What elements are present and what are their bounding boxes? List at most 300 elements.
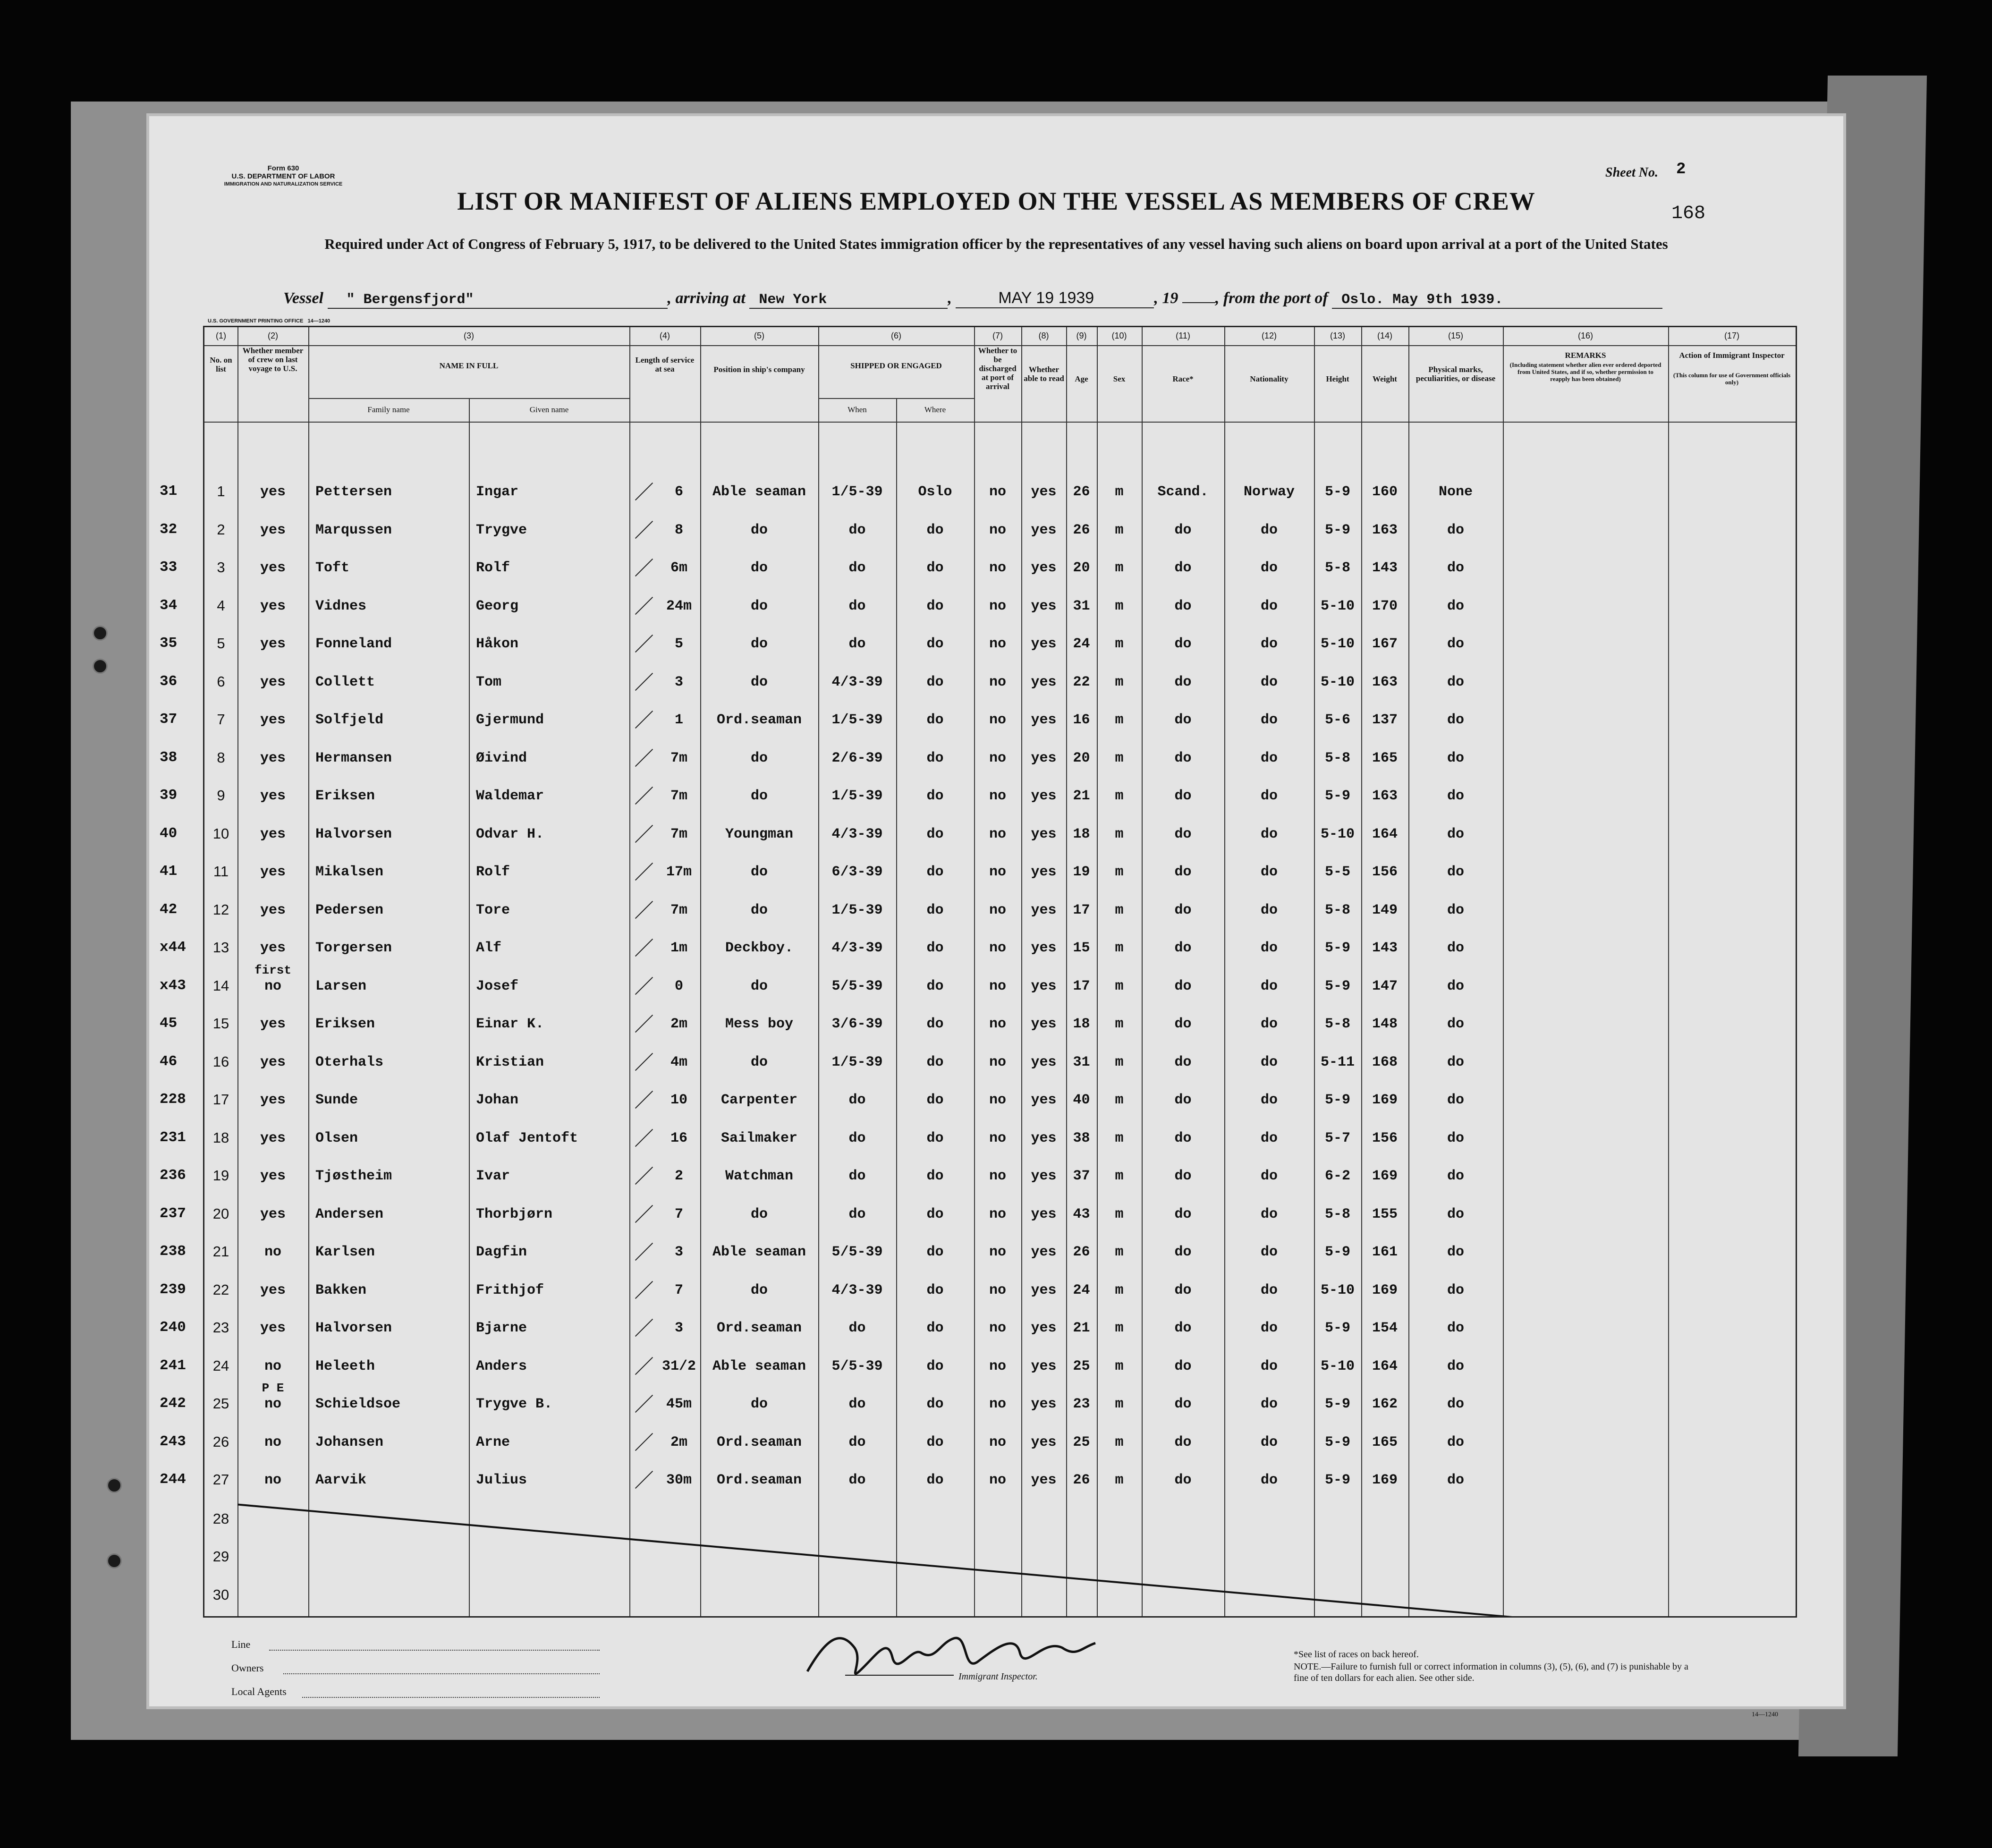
able-to-read-cell: yes xyxy=(1031,1434,1057,1450)
height-cell: 5-8 xyxy=(1324,750,1350,766)
weight-cell: 154 xyxy=(1372,1320,1398,1336)
height-cell: 5-8 xyxy=(1324,902,1350,918)
age-cell: 22 xyxy=(1073,674,1090,690)
line-number: 8 xyxy=(217,749,225,766)
age-cell: 26 xyxy=(1073,1244,1090,1260)
service-length-cell: 7m xyxy=(670,750,687,766)
race-cell: do xyxy=(1174,864,1192,880)
nationality-cell: do xyxy=(1260,788,1278,804)
weight-cell: 137 xyxy=(1372,712,1398,728)
sex-cell: m xyxy=(1115,598,1124,614)
prior-voyage-cell: yes xyxy=(260,636,286,652)
sex-cell: m xyxy=(1115,826,1124,842)
departure-port: Oslo. May 9th 1939. xyxy=(1341,292,1503,308)
manifest-subtitle: Required under Act of Congress of February 5, 1917, to be delivered to the United States immigration officer by the representatives of any vessel having such aliens on board upon arrival at a port of the United States xyxy=(324,236,1668,252)
discharged-cell: no xyxy=(989,598,1006,614)
position-cell: Mess boy xyxy=(725,1016,794,1032)
shipped-where-cell: do xyxy=(926,750,944,766)
vessel-label: Vessel xyxy=(283,289,323,307)
col-header-sex: Sex xyxy=(1113,374,1126,383)
physical-marks-cell: do xyxy=(1447,674,1464,690)
sex-cell: m xyxy=(1115,1358,1124,1374)
height-cell: 5-8 xyxy=(1324,1206,1350,1222)
margin-number: 37 xyxy=(160,711,178,728)
discharged-cell: no xyxy=(989,978,1006,994)
given-name-cell: Odvar H. xyxy=(476,826,544,842)
weight-cell: 147 xyxy=(1372,978,1398,994)
shipped-when-cell: do xyxy=(848,1320,866,1336)
given-name-cell: Anders xyxy=(476,1358,527,1374)
column-number: (12) xyxy=(1261,331,1277,340)
given-name-cell: Julius xyxy=(476,1472,527,1488)
margin-number: 33 xyxy=(160,559,178,576)
discharged-cell: no xyxy=(989,826,1006,842)
shipped-when-cell: do xyxy=(848,560,866,576)
manifest-sheet xyxy=(146,113,1846,1718)
col-header-family-name: Family name xyxy=(367,405,410,414)
given-name-cell: Rolf xyxy=(476,864,510,880)
service-length-cell: 7 xyxy=(674,1206,683,1222)
margin-number: 240 xyxy=(160,1319,186,1336)
sex-cell: m xyxy=(1115,1396,1124,1412)
position-cell: Deckboy. xyxy=(725,940,794,956)
prior-voyage-cell: yes xyxy=(260,750,286,766)
service-length-cell: 17m xyxy=(666,864,692,880)
margin-number: x44 xyxy=(160,939,186,956)
penalty-note: NOTE.—Failure to furnish full or correct information in columns (3), (5), (6), and (7) is punishable by a fine of ten dollars for each alien. See other side. xyxy=(1294,1662,1688,1683)
prior-voyage-cell: yes xyxy=(260,1168,286,1184)
race-cell: do xyxy=(1174,1396,1192,1412)
shipped-where-cell: do xyxy=(926,788,944,804)
shipped-where-cell: do xyxy=(926,978,944,994)
discharged-cell: no xyxy=(989,902,1006,918)
inspector-label: Immigrant Inspector. xyxy=(958,1671,1038,1682)
family-name-cell: Aarvik xyxy=(315,1472,367,1488)
discharged-cell: no xyxy=(989,1320,1006,1336)
weight-cell: 161 xyxy=(1372,1244,1398,1260)
line-number: 26 xyxy=(212,1433,229,1450)
family-name-cell: Fonneland xyxy=(315,636,392,652)
family-name-cell: Eriksen xyxy=(315,788,375,804)
able-to-read-cell: yes xyxy=(1031,1320,1057,1336)
height-cell: 5-10 xyxy=(1320,1282,1355,1298)
age-cell: 18 xyxy=(1073,1016,1090,1032)
column-number: (9) xyxy=(1076,331,1087,340)
shipped-where-cell: do xyxy=(926,1168,944,1184)
shipped-when-cell: do xyxy=(848,598,866,614)
weight-cell: 156 xyxy=(1372,864,1398,880)
family-name-cell: Karlsen xyxy=(315,1244,375,1260)
physical-marks-cell: do xyxy=(1447,1358,1464,1374)
weight-cell: 169 xyxy=(1372,1472,1398,1488)
race-cell: do xyxy=(1174,902,1192,918)
height-cell: 5-9 xyxy=(1324,1396,1350,1412)
year-label: 19 xyxy=(1162,289,1178,307)
given-name-cell: Thorbjørn xyxy=(476,1206,553,1222)
discharged-cell: no xyxy=(989,484,1006,500)
family-name-cell: Olsen xyxy=(315,1130,358,1146)
nationality-cell: do xyxy=(1260,636,1278,652)
discharged-cell: no xyxy=(989,864,1006,880)
race-cell: do xyxy=(1174,1244,1192,1260)
col-header-name: NAME IN FULL xyxy=(439,361,499,370)
sex-cell: m xyxy=(1115,1320,1124,1336)
height-cell: 6-2 xyxy=(1324,1168,1350,1184)
discharged-cell: no xyxy=(989,1244,1006,1260)
prior-voyage-cell: no xyxy=(264,1358,281,1374)
line-number: 6 xyxy=(217,673,225,690)
service-length-cell: 1m xyxy=(670,940,687,956)
prior-voyage-note: first xyxy=(254,963,291,977)
service-length-cell: 2m xyxy=(670,1434,687,1450)
footer-owners-blank xyxy=(283,1673,600,1674)
height-cell: 5-9 xyxy=(1324,1434,1350,1450)
column-number: (4) xyxy=(660,331,670,340)
department-name: U.S. DEPARTMENT OF LABOR xyxy=(231,172,335,180)
shipped-where-cell: do xyxy=(926,1054,944,1070)
nationality-cell: do xyxy=(1260,1282,1278,1298)
shipped-when-cell: do xyxy=(848,522,866,538)
prior-voyage-cell: yes xyxy=(260,864,286,880)
weight-cell: 168 xyxy=(1372,1054,1398,1070)
physical-marks-cell: do xyxy=(1447,560,1464,576)
margin-number: 237 xyxy=(160,1205,186,1222)
height-cell: 5-9 xyxy=(1324,1092,1350,1108)
col-header-given-name: Given name xyxy=(529,405,569,414)
discharged-cell: no xyxy=(989,1016,1006,1032)
given-name-cell: Josef xyxy=(476,978,519,994)
discharged-cell: no xyxy=(989,1472,1006,1488)
shipped-when-cell: do xyxy=(848,1472,866,1488)
line-number: 4 xyxy=(217,597,225,614)
line-number: 11 xyxy=(213,863,229,880)
nationality-cell: do xyxy=(1260,598,1278,614)
shipped-when-cell: 4/3-39 xyxy=(831,1282,883,1298)
physical-marks-cell: do xyxy=(1447,1016,1464,1032)
height-cell: 5-11 xyxy=(1320,1054,1355,1070)
discharged-cell: no xyxy=(989,1434,1006,1450)
col-header-able-to-read: Whether able to read xyxy=(1024,365,1064,383)
col-header-remarks-note: (Including statement whether alien ever ordered deported from United States, and if so, whether permission to reapply has been obtained) xyxy=(1509,361,1661,382)
shipped-when-cell: 4/3-39 xyxy=(831,940,883,956)
discharged-cell: no xyxy=(989,636,1006,652)
weight-cell: 170 xyxy=(1372,598,1398,614)
sex-cell: m xyxy=(1115,1168,1124,1184)
shipped-where-cell: do xyxy=(926,1206,944,1222)
binder-hole xyxy=(107,1478,122,1493)
col-header-weight: Weight xyxy=(1373,374,1397,383)
line-number: 17 xyxy=(212,1091,229,1108)
line-number: 2 xyxy=(217,521,225,538)
shipped-when-cell: do xyxy=(848,636,866,652)
col-header-nationality: Nationality xyxy=(1250,374,1288,383)
prior-voyage-cell: yes xyxy=(260,940,286,956)
height-cell: 5-10 xyxy=(1320,636,1355,652)
given-name-cell: Øivind xyxy=(476,750,527,766)
col-header-inspector-action: Action of Immigrant Inspector xyxy=(1679,351,1785,360)
sex-cell: m xyxy=(1115,1130,1124,1146)
sheet-number-value: 2 xyxy=(1676,161,1686,178)
nationality-cell: do xyxy=(1260,902,1278,918)
age-cell: 21 xyxy=(1073,1320,1090,1336)
prior-voyage-cell: yes xyxy=(260,1320,286,1336)
sex-cell: m xyxy=(1115,674,1124,690)
height-cell: 5-9 xyxy=(1324,1244,1350,1260)
discharged-cell: no xyxy=(989,1130,1006,1146)
weight-cell: 148 xyxy=(1372,1016,1398,1032)
position-cell: do xyxy=(750,864,768,880)
shipped-where-cell: do xyxy=(926,1016,944,1032)
age-cell: 25 xyxy=(1073,1358,1090,1374)
position-cell: Carpenter xyxy=(721,1092,798,1108)
race-cell: do xyxy=(1174,788,1192,804)
sex-cell: m xyxy=(1115,978,1124,994)
race-cell: do xyxy=(1174,522,1192,538)
height-cell: 5-9 xyxy=(1324,940,1350,956)
age-cell: 38 xyxy=(1073,1130,1090,1146)
nationality-cell: do xyxy=(1260,1358,1278,1374)
shipped-when-cell: 3/6-39 xyxy=(831,1016,883,1032)
shipped-where-cell: do xyxy=(926,1472,944,1488)
race-cell: do xyxy=(1174,1130,1192,1146)
physical-marks-cell: do xyxy=(1447,902,1464,918)
prior-voyage-cell: yes xyxy=(260,902,286,918)
service-length-cell: 3 xyxy=(674,1320,683,1336)
nationality-cell: do xyxy=(1260,750,1278,766)
position-cell: Watchman xyxy=(725,1168,794,1184)
able-to-read-cell: yes xyxy=(1031,1358,1057,1374)
binder-hole xyxy=(93,659,108,674)
discharged-cell: no xyxy=(989,940,1006,956)
able-to-read-cell: yes xyxy=(1031,1396,1057,1412)
column-number: (5) xyxy=(754,331,764,340)
physical-marks-cell: do xyxy=(1447,522,1464,538)
discharged-cell: no xyxy=(989,560,1006,576)
shipped-where-cell: do xyxy=(926,902,944,918)
column-number: (14) xyxy=(1377,331,1392,340)
shipped-when-cell: 1/5-39 xyxy=(831,712,883,728)
col-header-inspector-note: (This column for use of Government officials only) xyxy=(1673,372,1791,386)
given-name-cell: Rolf xyxy=(476,560,510,576)
position-cell: Able seaman xyxy=(712,1358,806,1374)
age-cell: 16 xyxy=(1073,712,1090,728)
position-cell: do xyxy=(750,750,768,766)
shipped-where-cell: do xyxy=(926,864,944,880)
line-number: 1 xyxy=(217,483,225,500)
footer-line-blank xyxy=(269,1650,600,1651)
height-cell: 5-9 xyxy=(1324,1472,1350,1488)
race-cell: do xyxy=(1174,1358,1192,1374)
line-number: 7 xyxy=(217,711,225,728)
service-length-cell: 0 xyxy=(674,978,683,994)
race-cell: do xyxy=(1174,674,1192,690)
prior-voyage-cell: yes xyxy=(260,1092,286,1108)
given-name-cell: Waldemar xyxy=(476,788,544,804)
given-name-cell: Olaf Jentoft xyxy=(476,1130,578,1146)
age-cell: 18 xyxy=(1073,826,1090,842)
prior-voyage-cell: yes xyxy=(260,1206,286,1222)
race-cell: Scand. xyxy=(1157,484,1209,500)
vessel-name: " Bergensfjord" xyxy=(346,292,474,308)
prior-voyage-cell: no xyxy=(264,1396,281,1412)
service-length-cell: 10 xyxy=(670,1092,687,1108)
sex-cell: m xyxy=(1115,712,1124,728)
nationality-cell: do xyxy=(1260,1396,1278,1412)
shipped-where-cell: do xyxy=(926,1320,944,1336)
discharged-cell: no xyxy=(989,1358,1006,1374)
weight-cell: 163 xyxy=(1372,522,1398,538)
sex-cell: m xyxy=(1115,902,1124,918)
line-number: 15 xyxy=(212,1015,229,1032)
column-number: (6) xyxy=(891,331,901,340)
margin-number: 242 xyxy=(160,1395,186,1412)
able-to-read-cell: yes xyxy=(1031,864,1057,880)
sex-cell: m xyxy=(1115,1092,1124,1108)
physical-marks-cell: do xyxy=(1447,1396,1464,1412)
shipped-when-cell: 4/3-39 xyxy=(831,826,883,842)
nationality-cell: do xyxy=(1260,1472,1278,1488)
sex-cell: m xyxy=(1115,940,1124,956)
physical-marks-cell: do xyxy=(1447,788,1464,804)
service-length-cell: 7m xyxy=(670,826,687,842)
position-cell: Sailmaker xyxy=(721,1130,798,1146)
prior-voyage-cell: yes xyxy=(260,1282,286,1298)
prior-voyage-cell: yes xyxy=(260,484,286,500)
race-cell: do xyxy=(1174,636,1192,652)
margin-number: 39 xyxy=(160,787,178,804)
service-length-cell: 2m xyxy=(670,1016,687,1032)
printing-office-text: U.S. GOVERNMENT PRINTING OFFICE xyxy=(208,318,304,324)
able-to-read-cell: yes xyxy=(1031,484,1057,500)
col-header-length-service: Length of service at sea xyxy=(635,356,695,373)
physical-marks-cell: do xyxy=(1447,1472,1464,1488)
position-cell: do xyxy=(750,674,768,690)
service-length-cell: 5 xyxy=(674,636,683,652)
race-cell: do xyxy=(1174,1434,1192,1450)
line-number: 27 xyxy=(212,1471,229,1488)
physical-marks-cell: do xyxy=(1447,978,1464,994)
margin-number: 243 xyxy=(160,1433,186,1450)
physical-marks-cell: do xyxy=(1447,826,1464,842)
physical-marks-cell: do xyxy=(1447,712,1464,728)
family-name-cell: Oterhals xyxy=(315,1054,384,1070)
shipped-where-cell: do xyxy=(926,1130,944,1146)
shipped-where-cell: do xyxy=(926,1434,944,1450)
sex-cell: m xyxy=(1115,1434,1124,1450)
given-name-cell: Trygve B. xyxy=(476,1396,553,1412)
position-cell: do xyxy=(750,902,768,918)
service-length-cell: 30m xyxy=(666,1472,692,1488)
prior-voyage-cell: yes xyxy=(260,826,286,842)
shipped-where-cell: do xyxy=(926,1358,944,1374)
height-cell: 5-10 xyxy=(1320,598,1355,614)
family-name-cell: Johansen xyxy=(315,1434,384,1450)
family-name-cell: Sunde xyxy=(315,1092,358,1108)
race-footnote: *See list of races on back hereof. xyxy=(1294,1649,1419,1660)
service-length-cell: 3 xyxy=(674,674,683,690)
line-number: 20 xyxy=(212,1205,229,1222)
physical-marks-cell: do xyxy=(1447,1054,1464,1070)
able-to-read-cell: yes xyxy=(1031,1282,1057,1298)
able-to-read-cell: yes xyxy=(1031,1092,1057,1108)
given-name-cell: Johan xyxy=(476,1092,519,1108)
arrival-date-stamp: MAY 19 1939 xyxy=(998,289,1094,307)
physical-marks-cell: do xyxy=(1447,864,1464,880)
physical-marks-cell: do xyxy=(1447,1092,1464,1108)
position-cell: Able seaman xyxy=(712,484,806,500)
weight-cell: 164 xyxy=(1372,826,1398,842)
nationality-cell: do xyxy=(1260,1434,1278,1450)
given-name-cell: Tom xyxy=(476,674,502,690)
shipped-where-cell: do xyxy=(926,940,944,956)
prior-voyage-cell: yes xyxy=(260,788,286,804)
shipped-where-cell: do xyxy=(926,522,944,538)
margin-number: 45 xyxy=(160,1015,178,1032)
service-length-cell: 1 xyxy=(674,712,683,728)
given-name-cell: Bjarne xyxy=(476,1320,527,1336)
given-name-cell: Trygve xyxy=(476,522,527,538)
margin-number: 236 xyxy=(160,1167,186,1184)
physical-marks-cell: do xyxy=(1447,1434,1464,1450)
column-number: (16) xyxy=(1577,331,1593,340)
service-length-cell: 7m xyxy=(670,902,687,918)
weight-cell: 169 xyxy=(1372,1168,1398,1184)
given-name-cell: Ingar xyxy=(476,484,519,500)
position-cell: do xyxy=(750,636,768,652)
discharged-cell: no xyxy=(989,788,1006,804)
race-cell: do xyxy=(1174,598,1192,614)
prior-voyage-cell: yes xyxy=(260,598,286,614)
height-cell: 5-9 xyxy=(1324,1320,1350,1336)
weight-cell: 165 xyxy=(1372,750,1398,766)
nationality-cell: do xyxy=(1260,864,1278,880)
nationality-cell: do xyxy=(1260,522,1278,538)
service-length-cell: 16 xyxy=(670,1130,687,1146)
service-length-cell: 45m xyxy=(666,1396,692,1412)
height-cell: 5-8 xyxy=(1324,1016,1350,1032)
position-cell: do xyxy=(750,1396,768,1412)
nationality-cell: do xyxy=(1260,1168,1278,1184)
weight-cell: 143 xyxy=(1372,940,1398,956)
race-cell: do xyxy=(1174,1282,1192,1298)
col-header-age: Age xyxy=(1075,374,1088,383)
able-to-read-cell: yes xyxy=(1031,1168,1057,1184)
prior-voyage-cell: yes xyxy=(260,1130,286,1146)
physical-marks-cell: do xyxy=(1447,1130,1464,1146)
nationality-cell: do xyxy=(1260,1130,1278,1146)
shipped-when-cell: 6/3-39 xyxy=(831,864,883,880)
age-cell: 26 xyxy=(1073,1472,1090,1488)
form-number: Form 630 xyxy=(267,164,299,172)
family-name-cell: Bakken xyxy=(315,1282,367,1298)
sex-cell: m xyxy=(1115,1016,1124,1032)
shipped-when-cell: 5/5-39 xyxy=(831,1358,883,1374)
arriving-label: arriving at xyxy=(675,289,746,307)
nationality-cell: do xyxy=(1260,1244,1278,1260)
line-number: 5 xyxy=(217,635,225,652)
age-cell: 24 xyxy=(1073,1282,1090,1298)
family-name-cell: Hermansen xyxy=(315,750,392,766)
able-to-read-cell: yes xyxy=(1031,636,1057,652)
sex-cell: m xyxy=(1115,1054,1124,1070)
column-number: (7) xyxy=(992,331,1003,340)
margin-number: 241 xyxy=(160,1357,186,1374)
able-to-read-cell: yes xyxy=(1031,1054,1057,1070)
discharged-cell: no xyxy=(989,750,1006,766)
line-number: 12 xyxy=(212,901,229,918)
nationality-cell: do xyxy=(1260,712,1278,728)
nationality-cell: do xyxy=(1260,940,1278,956)
